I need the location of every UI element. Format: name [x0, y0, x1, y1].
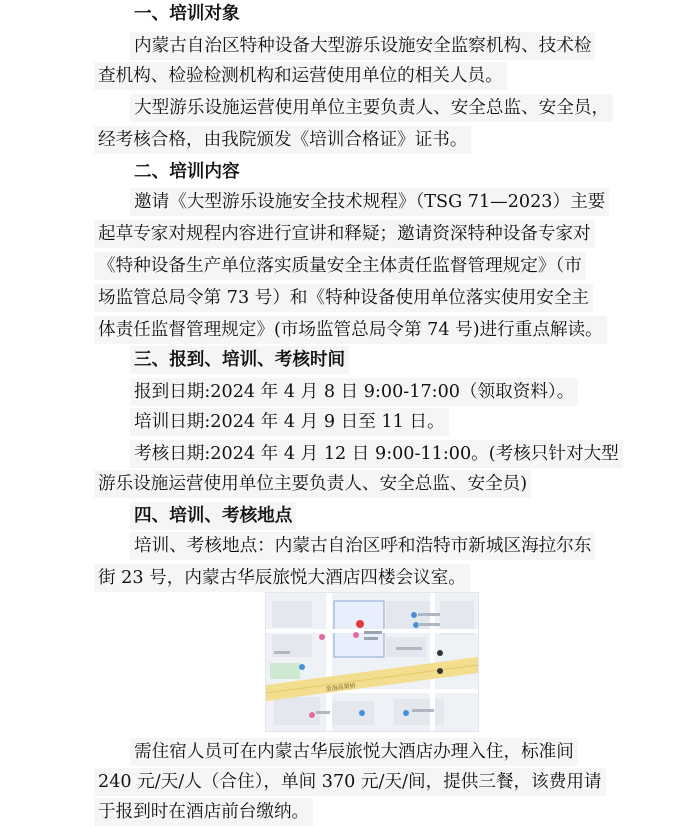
location-line: 街 23 号，内蒙古华辰旅悦大酒店四楼会议室。	[94, 564, 470, 592]
paragraph-line: 《特种设备生产单位落实质量安全主体责任监督管理规定》（市	[94, 252, 586, 280]
section-heading-location: 四、培训、考核地点	[130, 502, 296, 530]
section-heading-training-target: 一、培训对象	[134, 4, 240, 24]
paragraph-line: 经考核合格，由我院颁发《培训合格证》证书。	[94, 126, 471, 154]
section-heading-schedule: 三、报到、培训、考核时间	[130, 346, 349, 374]
report-date: 报到日期:2024 年 4 月 8 日 9:00-17:00（领取资料）。	[130, 378, 578, 406]
paragraph-line: 体责任监督管理规定》(市场监管总局令第 74 号)进行重点解读。	[94, 316, 607, 344]
accommodation-line: 240 元/天/人（合住），单间 370 元/天/间，提供三餐，该费用请	[94, 768, 606, 796]
paragraph-line: 查机构、检验检测机构和运营使用单位的相关人员。	[94, 62, 507, 90]
paragraph-line: 大型游乐设施运营使用单位主要负责人、安全总监、安全员，	[130, 94, 613, 122]
map-road-label: 金海高架桥	[325, 682, 357, 693]
paragraph-line: 邀请《大型游乐设施安全技术规程》（TSG 71—2023）主要	[130, 188, 609, 216]
map-graphic	[266, 593, 478, 731]
paragraph-line: 场监管总局令第 73 号）和《特种设备使用单位落实使用安全主	[94, 284, 593, 312]
paragraph-line: 内蒙古自治区特种设备大型游乐设施安全监察机构、技术检	[130, 32, 595, 60]
exam-date: 考核日期:2024 年 4 月 12 日 9:00-11:00。(考核只针对大型	[130, 440, 623, 468]
location-line: 培训、考核地点：内蒙古自治区呼和浩特市新城区海拉尔东	[130, 532, 595, 560]
accommodation-line: 需住宿人员可在内蒙古华辰旅悦大酒店办理入住，标准间	[130, 738, 578, 766]
training-date: 培训日期:2024 年 4 月 9 日至 11 日。	[130, 408, 449, 436]
exam-note: 游乐设施运营使用单位主要负责人、安全总监、安全员)	[94, 470, 531, 498]
section-heading-training-content: 二、培训内容	[134, 162, 240, 182]
location-map[interactable]	[265, 592, 479, 732]
accommodation-line: 于报到时在酒店前台缴纳。	[94, 798, 313, 826]
paragraph-line: 起草专家对规程内容进行宣讲和释疑；邀请资深特种设备专家对	[94, 220, 595, 248]
